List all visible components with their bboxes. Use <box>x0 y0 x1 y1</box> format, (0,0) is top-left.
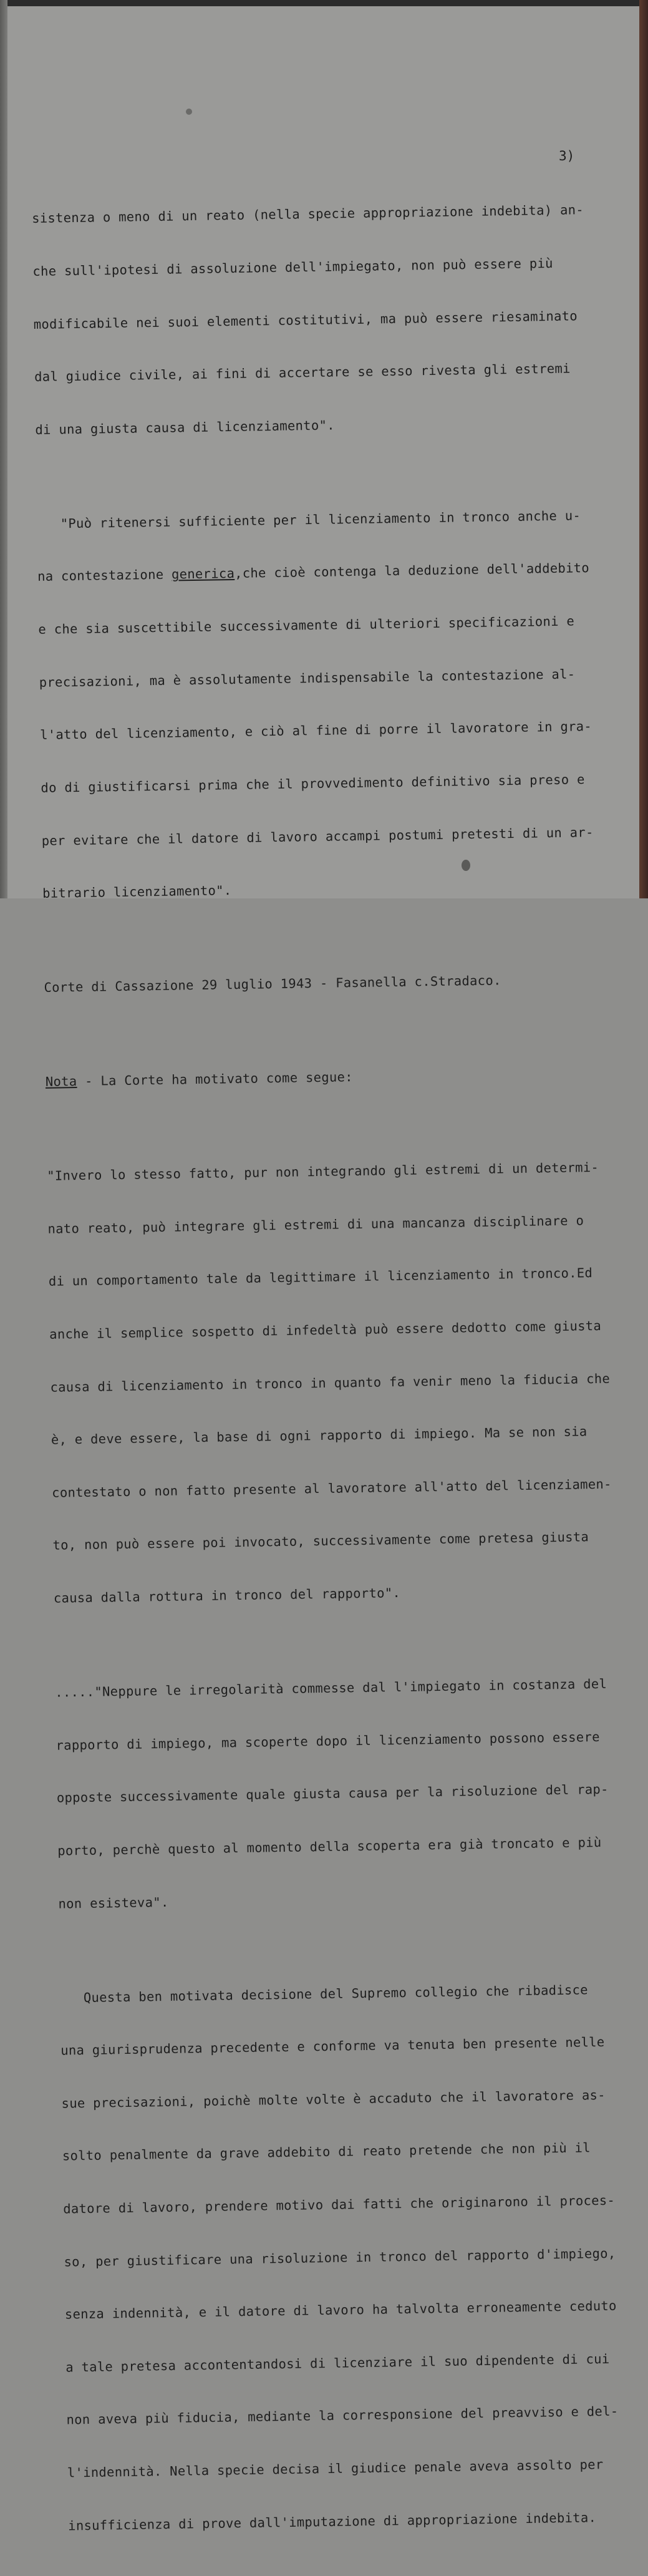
text-line: sue precisazioni, poichè molte volte è accaduto che il lavoratore as- <box>61 2087 606 2111</box>
paragraph-commentary <box>59 1945 642 2569</box>
text-line: bitrario licenziamento". <box>42 883 232 901</box>
text-line: sistenza o meno di un reato (nella specie appropriazione indebita) an- <box>31 202 584 226</box>
text-line: insufficienza di prove dall'imputazione di appropriazione indebita. <box>68 2509 597 2534</box>
text-line: dal giudice civile, ai fini di accertare se esso rivesta gli estremi <box>34 361 571 385</box>
text-line: precisazioni, ma è assolutamente indispensabile la contestazione al- <box>39 666 576 690</box>
text-line: di un comportamento tale da legittimare il licenziamento in tronco.Ed <box>48 1265 593 1290</box>
text-line: anche il semplice sospetto di infedeltà può essere dedotto come giusta <box>49 1318 602 1342</box>
ink-spot <box>186 109 192 115</box>
page-number: 3) <box>559 148 575 163</box>
text-line: senza indennità, e il datore di lavoro ha talvolta erroneamente ceduto <box>64 2298 617 2322</box>
paragraph-quote-end <box>31 166 609 474</box>
paragraph-irregolarita <box>54 1640 632 1948</box>
text-line: non esisteva". <box>58 1894 169 1912</box>
right-page-edge <box>639 0 648 898</box>
text-line: per evitare che il datore di lavoro accampi postumi pretesti di un ar- <box>41 824 594 848</box>
paragraph-note-heading <box>45 1029 620 1125</box>
text-line: l'atto del licenziamento, e ciò al fine di porre il lavoratore in gra- <box>39 719 592 743</box>
text-line: l'indennità. Nella specie decisa il giudice penale aveva assolto per <box>67 2457 604 2481</box>
text-line: una giurisprudenza precedente e conforme va tenuta ben presente nelle <box>60 2034 605 2058</box>
text-line: nato reato, può integrare gli estremi di una mancanza disciplinare o <box>47 1213 584 1237</box>
text-line: non aveva più fiducia, mediante la corresponsione del preavviso e del- <box>66 2404 619 2428</box>
text-line: na contestazione generica,che cioè contenga la deduzione dell'addebito <box>37 560 590 585</box>
text-line: ....."Neppure le irregolarità commesse dal l'impiegato in costanza del <box>55 1676 607 1700</box>
text-line: porto, perchè questo al momento della scoperta era già troncato e più <box>57 1834 602 1859</box>
text-line: è, e deve essere, la base di ogni rapporto di impiego. Ma se non sia <box>51 1424 588 1447</box>
text-line: do di giustificarsi prima che il provvedimento definitivo sia preso e <box>41 772 585 795</box>
text-line: che sull'ipotesi di assoluzione dell'impiegato, non può essere più <box>32 255 553 279</box>
text-line: causa dalla rottura in tronco del rapporto". <box>53 1585 401 1606</box>
text-line: rapporto di impiego, ma scoperte dopo il licenziamento possono essere <box>56 1729 600 1753</box>
text-line: solto penalmente da grave addebito di reato pretende che non più il <box>62 2140 591 2164</box>
binding-edge <box>0 0 7 898</box>
text-line: "Può ritenersi sufficiente per il licenziamento in tronco anche u- <box>36 508 581 532</box>
underlined-word: generica <box>171 566 235 583</box>
paragraph-citation <box>43 935 618 1031</box>
text-line: datore di lavoro, prendere motivo dai fatti che originarono il proces- <box>63 2192 616 2217</box>
note-heading: Nota - La Corte ha motivato come segue: <box>45 1069 354 1089</box>
text-line: so, per giustificare una risoluzione in tronco del rapporto d'impiego, <box>64 2245 616 2270</box>
paragraph-contestazione <box>36 471 617 938</box>
document-body <box>31 166 642 2576</box>
text-line: contestato o non fatto presente al lavoratore all'atto del licenziamen- <box>51 1476 612 1500</box>
text-line: a tale pretesa accontentandosi di licenziare il suo dipendente di cui <box>65 2351 610 2375</box>
text-line: e che sia suscettibile successivamente di ulteriori specificazioni e <box>38 613 575 637</box>
text-line: Questa ben motivata decisione del Supremo collegio che ribadisce <box>59 1981 589 2006</box>
text-line: causa di licenziamento in tronco in quanto fa venir meno la fiducia che <box>50 1371 611 1395</box>
underlined-word: Nota <box>45 1074 77 1089</box>
text-line: modificabile nei suoi elementi costitutivi, ma può essere riesaminato <box>33 308 578 332</box>
text-line: di una giusta causa di licenziamento". <box>35 417 335 437</box>
paragraph-motivation <box>46 1123 628 1642</box>
page-top-edge <box>0 0 648 6</box>
text-line: "Invero lo stesso fatto, pur non integrando gli estremi di un determi- <box>47 1160 599 1184</box>
text-line: opposte successivamente quale giusta causa per la risoluzione del rap- <box>56 1782 609 1806</box>
text-line: to, non può essere poi invocato, successivamente come pretesa giusta <box>52 1529 589 1553</box>
court-citation: Corte di Cassazione 29 luglio 1943 - Fasanella c.Stradaco. <box>44 973 501 995</box>
